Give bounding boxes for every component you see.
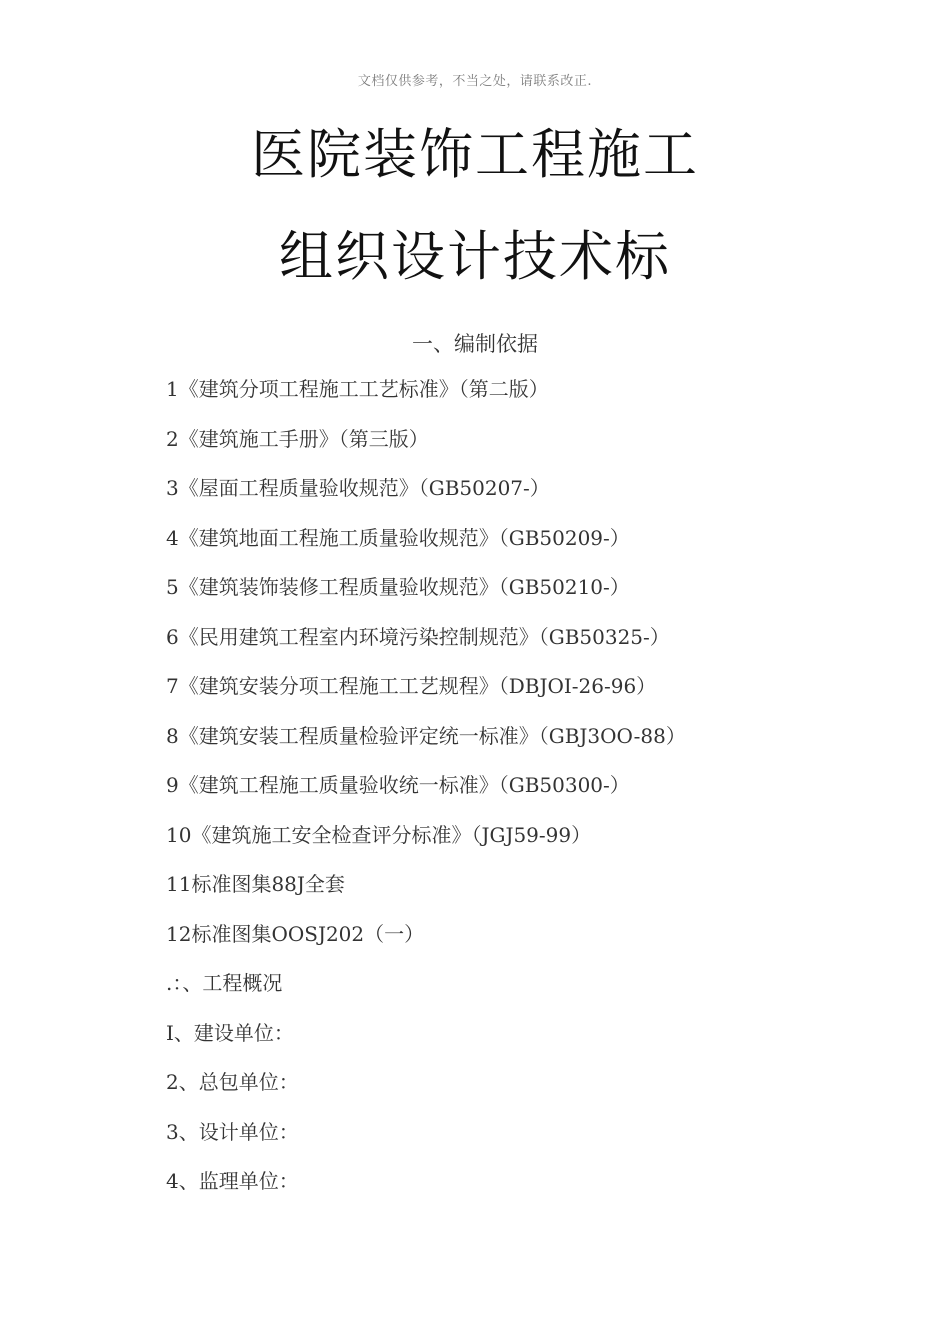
reference-item-9: 9《建筑工程施工质量验收统一标准》（GB50300-）	[166, 773, 630, 797]
reference-item-10: 10《建筑施工安全检查评分标准》（JGJ59-99）	[166, 822, 592, 847]
document-title-line-1: 医院装饰工程施工	[251, 123, 699, 186]
reference-item-7: 7《建筑安装分项工程施工工艺规程》（DBJOI-26-96）	[166, 674, 657, 698]
overview-item-general-contractor: 2、总包单位：	[166, 1070, 299, 1094]
reference-item-2: 2《建筑施工手册》（第三版）	[166, 426, 429, 451]
reference-item-3: 3《屋面工程质量验收规范》（GB50207-）	[166, 476, 550, 500]
reference-item-11: 11标准图集88J全套	[166, 872, 345, 896]
body-text-list	[166, 376, 866, 1218]
document-title-line-2: 组织设计技术标	[279, 225, 671, 288]
reference-item-5: 5《建筑装饰装修工程质量验收规范》（GB50210-）	[166, 575, 630, 599]
header-note: 文档仅供参考，不当之处，请联系改正.	[357, 74, 593, 89]
overview-item-owner: I、建设单位：	[166, 1020, 294, 1045]
section-heading-overview: .：、工程概况	[166, 971, 283, 995]
reference-item-8: 8《建筑安装工程质量检验评定统一标准》（GBJ3OO-88）	[166, 723, 686, 748]
overview-item-designer: 3、设计单位：	[166, 1119, 299, 1144]
reference-item-12: 12标准图集OOSJ202（一）	[166, 921, 425, 946]
reference-item-1: 1《建筑分项工程施工工艺标准》（第二版）	[166, 377, 549, 401]
section-heading-basis: 一、编制依据	[412, 332, 538, 356]
reference-item-6: 6《民用建筑工程室内环境污染控制规范》（GB50325-）	[166, 624, 670, 649]
overview-item-supervisor: 4、监理单位：	[166, 1169, 299, 1193]
reference-item-4: 4《建筑地面工程施工质量验收规范》（GB50209-）	[166, 525, 630, 550]
